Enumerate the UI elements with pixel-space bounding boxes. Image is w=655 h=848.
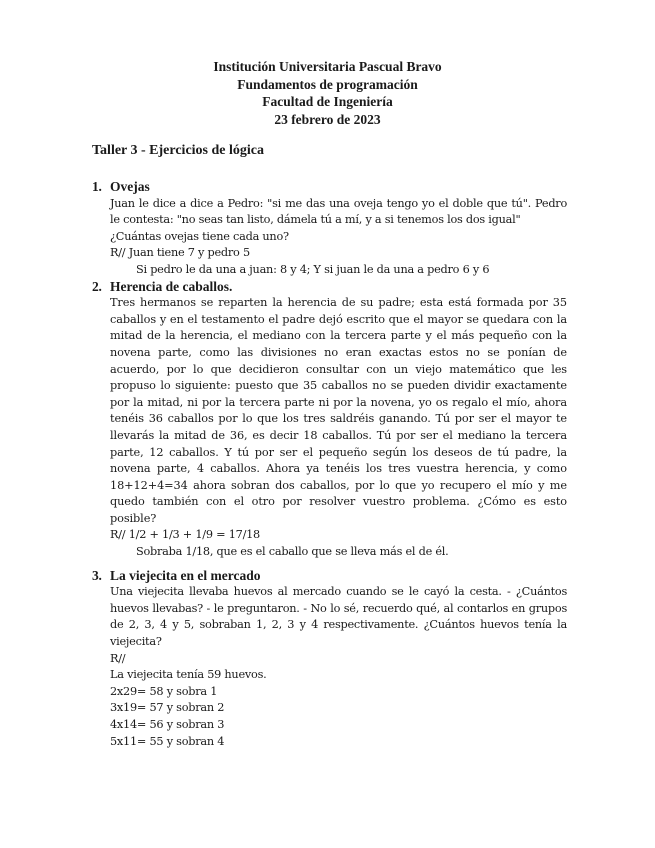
exercise-question: ¿Cuántas ovejas tiene cada uno?: [110, 229, 289, 243]
faculty-name: Facultad de Ingeniería: [262, 94, 393, 109]
exercise-item: [92, 568, 567, 751]
answer-line: 2x29= 58 y sobra 1: [110, 684, 218, 698]
exercise-title: Ovejas: [110, 179, 150, 194]
exercise-number: 2.: [92, 278, 102, 294]
institution-name: Institución Universitaria Pascual Bravo: [213, 59, 442, 74]
exercise-number: 3.: [92, 567, 102, 583]
workshop-title: Taller 3 - Ejercicios de lógica: [92, 143, 264, 158]
exercise-statement: Tres hermanos se reparten la herencia de su padre; esta está formada por 35 caballos y en el testamento el padre dejó escrito que el mayor se quedara con la mitad de la herencia, el mediano con la tercera parte y el más pequeño con la novena parte, como las divisiones no eran exactas estos no se ponían de acuerdo, por lo que decidieron consultar con un viejo matemático que les propuso lo siguiente: puesto que 35 caballos no se pueden dividir exactamente por la mitad, ni por la tercera parte ni por la novena, yo os regalo el mío, ahora tenéis 36 caballos por lo que los tres saldréis ganando. Tú por ser el mayor te llevarás la mitad de 36, es decir 18 caballos. Tú por ser el mediano la tercera parte, 12 caballos. Y tú por ser el pequeño según los deseos de tú padre, la novena parte, 4 caballos. Ahora ya tenéis los tres vuestra herencia, y como 18+12+4=34 ahora sobran dos caballos, por lo que yo recupero el mío y me quedo también con el otro por resolver vuestro problema. ¿Cómo es esto posible?: [110, 296, 567, 525]
exercise-statement: Juan le dice a dice a Pedro: "si me das una oveja tengo yo el doble que tú". Pedro le contesta: "no seas tan listo, dámela tú a mí, y a si tenemos los dos igual": [110, 196, 567, 227]
exercise-title: La viejecita en el mercado: [110, 567, 261, 583]
exercise-answer: R// Juan tiene 7 y pedro 5: [110, 246, 250, 260]
document-date: 23 febrero de 2023: [274, 111, 381, 127]
document-header: [0, 58, 655, 128]
exercise-answer-detail: Si pedro le da una a juan: 8 y 4; Y si juan le da una a pedro 6 y 6: [136, 262, 490, 276]
exercise-statement: Una viejecita llevaba huevos al mercado cuando se le cayó la cesta. - ¿Cuántos huevos llevabas? - le preguntaron. - No lo sé, recuerdo qué, al contarlos en grupos de 2, 3, 4 y 5, sobraban 1, 2, 3 y 4 respectivamente. ¿Cuántos huevos tenía la viejecita?: [110, 585, 567, 649]
exercise-item: [92, 179, 567, 279]
exercise-item: [92, 279, 567, 561]
exercise-title: Herencia de caballos.: [110, 278, 233, 294]
answer-line: La viejecita tenía 59 huevos.: [110, 668, 267, 682]
exercise-number: 1.: [92, 179, 102, 194]
course-name: Fundamentos de programación: [237, 76, 418, 92]
exercise-list: [92, 179, 567, 750]
answer-line: 4x14= 56 y sobran 3: [110, 718, 225, 731]
answer-line: 3x19= 57 y sobran 2: [110, 701, 225, 715]
exercise-answer: R// 1/2 + 1/3 + 1/9 = 17/18: [110, 528, 260, 542]
exercise-answer-detail: Sobraba 1/18, que es el caballo que se lleva más el de él.: [136, 545, 449, 559]
answer-line: 5x11= 55 y sobran 4: [110, 734, 225, 748]
exercise-answer: R//: [110, 651, 126, 665]
